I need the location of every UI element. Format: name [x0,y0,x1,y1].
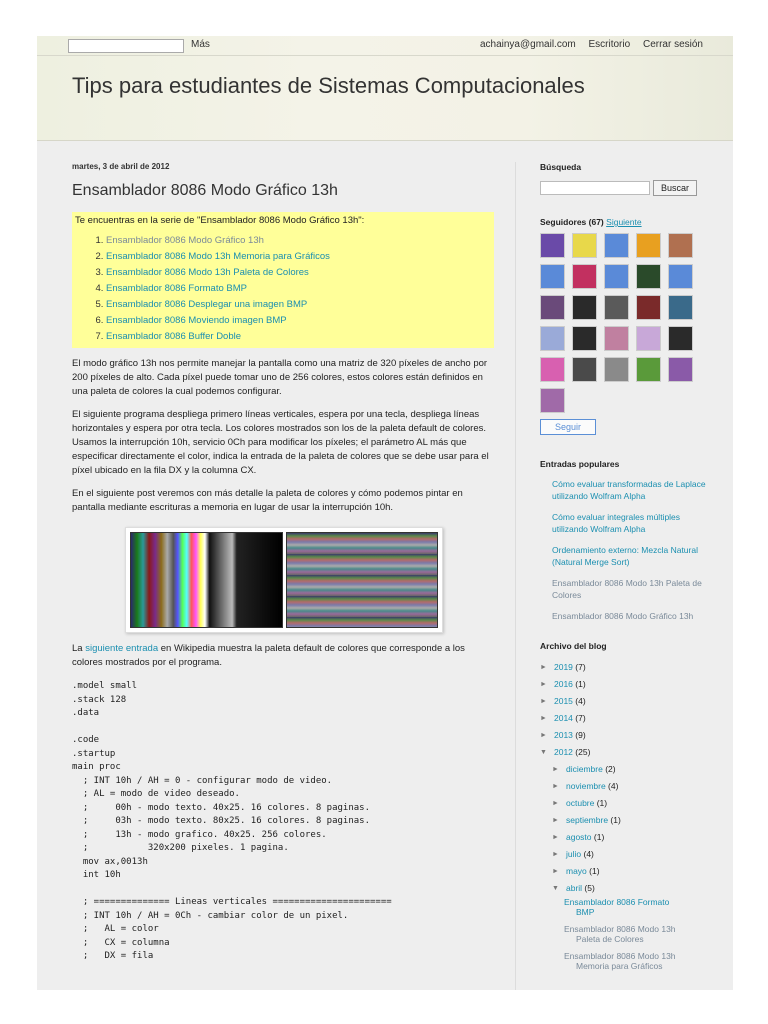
chevron-right-icon[interactable]: ► [552,816,559,824]
header-divider [37,140,733,141]
follower-avatar[interactable] [572,295,597,320]
archive-year-link[interactable]: 2014 [554,712,573,723]
archive-year[interactable] [540,727,710,744]
archive-month[interactable] [540,846,710,863]
follower-avatar[interactable] [572,357,597,382]
wikipedia-link[interactable]: siguiente entrada [85,643,159,654]
paragraph-text: en Wikipedia muestra la paleta default de colores que corresponde a los colores mostrados por el programa. [72,643,465,668]
archive-count: (4) [605,780,619,791]
follower-avatar[interactable] [604,357,629,382]
vertical-lines-screenshot[interactable] [130,532,283,628]
sidebar [540,162,710,978]
chevron-right-icon[interactable]: ► [540,663,547,671]
archive-year-link[interactable]: 2019 [554,661,573,672]
post-paragraph [72,642,494,670]
paragraph-text: La [72,643,86,654]
archive-month[interactable] [540,880,710,897]
archive-year-link[interactable]: 2012 [554,746,573,757]
popular-post-link[interactable]: Ordenamiento externo: Mezcla Natural (Natural Merge Sort) [552,545,698,567]
archive-post-link[interactable] [540,897,710,918]
blog-title[interactable]: Tips para estudiantes de Sistemas Computacionales [72,73,585,98]
archive-month[interactable] [540,761,710,778]
chevron-right-icon[interactable]: ► [552,850,559,858]
chevron-right-icon[interactable]: ► [552,765,559,773]
series-link[interactable]: Ensamblador 8086 Formato BMP [106,283,247,294]
archive-count: (2) [602,763,616,774]
follower-avatar[interactable] [540,295,565,320]
series-item [106,265,491,281]
chevron-right-icon[interactable]: ► [540,731,547,739]
follower-avatar[interactable] [668,357,693,382]
archive-year[interactable] [540,659,710,676]
follower-avatar[interactable] [604,326,629,351]
follower-avatar[interactable] [572,326,597,351]
follower-avatar[interactable] [604,233,629,258]
archive-post-line: BMP [576,907,595,917]
series-item [106,249,491,265]
series-item [106,233,491,249]
follower-avatar[interactable] [540,388,565,413]
follower-avatar[interactable] [540,357,565,382]
follower-avatar[interactable] [540,233,565,258]
chevron-right-icon[interactable]: ► [552,833,559,841]
archive-count: (1) [591,831,605,842]
navbar-desk-link[interactable]: Escritorio [588,39,631,50]
archive-count: (7) [572,712,586,723]
follower-avatar[interactable] [668,295,693,320]
follower-avatar[interactable] [604,295,629,320]
blog-header [37,36,733,140]
archive-post-line: Ensamblador 8086 Modo 13h [564,923,676,934]
navbar-more-link[interactable]: Más [191,39,210,50]
archive-count: (1) [594,797,608,808]
archive-count: (1) [586,865,600,876]
series-link[interactable]: Ensamblador 8086 Buffer Doble [106,331,242,342]
archive-count: (5) [582,882,595,893]
archive-year-link[interactable]: 2013 [554,729,573,740]
follower-avatar[interactable] [636,326,661,351]
follower-avatar[interactable] [540,264,565,289]
popular-post-link[interactable]: Ensamblador 8086 Modo Gráfico 13h [552,611,694,621]
chevron-down-icon[interactable]: ▼ [540,748,547,756]
series-link[interactable]: Ensamblador 8086 Modo 13h Paleta de Colores [106,267,309,278]
series-link[interactable]: Ensamblador 8086 Modo 13h Memoria para Gráficos [106,251,330,262]
chevron-right-icon[interactable]: ► [552,782,559,790]
popular-post-link[interactable]: Ensamblador 8086 Modo 13h Paleta de Colores [552,578,702,600]
archive-month-link[interactable]: abril [566,882,583,893]
archive-heading: Archivo del blog [540,640,607,651]
followers-next-link[interactable]: Siguiente [606,217,642,227]
post-date: martes, 3 de abril de 2012 [72,162,170,171]
series-item [106,281,491,297]
post-paragraph: El siguiente programa despliega primero líneas verticales, espera por una tecla, despliega líneas horizontales y espera por otra tecla. Los colores mostrados son los de la paleta default de colores. Usamos la interrupción 10h, servicio 0Ch para modificar los píxeles; el parámetro AL más que especificar directamente el color, indica la entrada de la paleta de colores que se debe usar para el píxel ubicado en la fila DX y la columna CX. [72,409,489,476]
archive-month[interactable] [540,829,710,846]
popular-post-link[interactable]: Cómo evaluar transformadas de Laplace utilizando Wolfram Alpha [552,479,706,501]
archive-post-line: Ensamblador 8086 Formato [564,896,670,907]
archive-post-line: Memoria para Gráficos [576,961,663,971]
archive-month-link[interactable]: agosto [566,831,592,842]
archive-post-line: Paleta de Colores [576,934,644,944]
follower-avatar[interactable] [572,264,597,289]
search-widget [540,180,710,196]
follower-avatar[interactable] [572,233,597,258]
search-heading: Búsqueda [540,162,582,172]
popular-list [540,479,710,623]
series-link[interactable]: Ensamblador 8086 Moviendo imagen BMP [106,315,287,326]
follower-avatar[interactable] [636,264,661,289]
follower-avatar[interactable] [604,264,629,289]
archive-post-line: Ensamblador 8086 Modo 13h [564,950,676,961]
series-item [106,297,491,313]
archive-post-link[interactable] [540,924,710,945]
navbar [37,36,733,56]
chevron-down-icon[interactable]: ▼ [552,884,559,892]
chevron-right-icon[interactable]: ► [540,697,547,705]
post-paragraph: El modo gráfico 13h nos permite manejar la pantalla como una matriz de 320 píxeles de ancho por 200 píxeles de alto. Cada píxel puede tomar uno de 256 colores, estos colores están definidos en una paleta de colores la cual podemos configurar. [72,358,488,397]
follower-avatar[interactable] [636,295,661,320]
follow-button[interactable]: Seguir [540,419,596,435]
series-intro: Te encuentras en la serie de "Ensamblador 8086 Modo Gráfico 13h": [75,215,365,226]
archive-count: (25) [572,746,591,757]
archive-year[interactable] [540,744,710,761]
archive-count: (1) [608,814,621,825]
archive-count: (7) [572,661,586,672]
navbar-account [470,39,703,50]
archive-month[interactable] [540,795,710,812]
post-paragraph: En el siguiente post veremos con más detalle la paleta de colores y cómo podemos pintar en pantalla mediante escrituras a memoria en lugar de usar la interrupción 10h. [72,488,463,513]
follower-avatar[interactable] [636,357,661,382]
follower-avatar[interactable] [668,326,693,351]
post-column [72,162,494,964]
archive-month-link[interactable]: diciembre [566,763,603,774]
archive-month-link[interactable]: octubre [566,797,595,808]
archive-month[interactable] [540,778,710,795]
series-link[interactable]: Ensamblador 8086 Desplegar una imagen BMP [106,299,308,310]
series-link[interactable]: Ensamblador 8086 Modo Gráfico 13h [106,235,264,246]
archive-month-link[interactable]: noviembre [566,780,606,791]
follower-avatar[interactable] [636,233,661,258]
followers-heading [540,217,710,227]
series-item [106,329,491,345]
followers-grid [540,233,710,413]
column-divider [515,162,516,990]
horizontal-lines-screenshot[interactable] [286,532,439,628]
post-title: Ensamblador 8086 Modo Gráfico 13h [72,182,338,199]
archive-month[interactable] [540,812,710,829]
series-list [106,233,491,345]
archive-month-link[interactable]: mayo [566,865,587,876]
popular-post-link[interactable]: Cómo evaluar integrales múltiples utilizando Wolfram Alpha [552,512,681,534]
chevron-right-icon[interactable]: ► [540,714,547,722]
archive-count: (4) [572,695,586,706]
chevron-right-icon[interactable]: ► [552,799,559,807]
archive-year[interactable] [540,710,710,727]
search-input[interactable] [540,181,650,195]
followers-count: Seguidores (67) [540,217,604,227]
archive-tree [540,659,710,972]
archive-year[interactable] [540,693,710,710]
chevron-right-icon[interactable]: ► [552,867,559,875]
archive-count: (4) [581,848,594,859]
navbar-logout-link[interactable]: Cerrar sesión [642,39,703,50]
navbar-search-input[interactable] [68,39,184,53]
archive-year-link[interactable]: 2015 [554,695,573,706]
popular-heading: Entradas populares [540,459,620,469]
archive-post-link[interactable] [540,951,710,972]
series-item [106,313,491,329]
follower-avatar[interactable] [668,233,693,258]
archive-count: (1) [572,678,586,689]
series-box [72,212,494,348]
blog-page [37,36,733,990]
search-button[interactable]: Buscar [653,180,697,196]
chevron-right-icon[interactable]: ► [540,680,547,688]
archive-count: (9) [572,729,586,740]
archive-month[interactable] [540,863,710,880]
screenshot-gallery [125,527,443,633]
archive-month-link[interactable]: julio [566,848,582,859]
archive-year[interactable] [540,676,710,693]
navbar-email: achainya@gmail.com [479,39,576,50]
code-block: .model small .stack 128 .data .code .startup main proc ; INT 10h / AH = 0 - configurar modo de video. ; AL = modo de video deseado. ; 00h - modo texto. 40x25. 16 colores. 8 paginas. ; 03h - modo texto. 80x25. 16 colores. 8 paginas. ; 13h - modo grafico. 40x25. 256 colores. ; 320x200 pixeles. 1 pagina. mov ax,0013h int 10h ; ============== Lineas verticales ====================== ; INT 10h / AH = 0Ch - cambiar color de un pixel. ; AL = color ; CX = columna ; DX = fila [72,681,392,961]
follower-avatar[interactable] [668,264,693,289]
archive-month-link[interactable]: septiembre [566,814,609,825]
follower-avatar[interactable] [540,326,565,351]
archive-year-link[interactable]: 2016 [554,678,573,689]
